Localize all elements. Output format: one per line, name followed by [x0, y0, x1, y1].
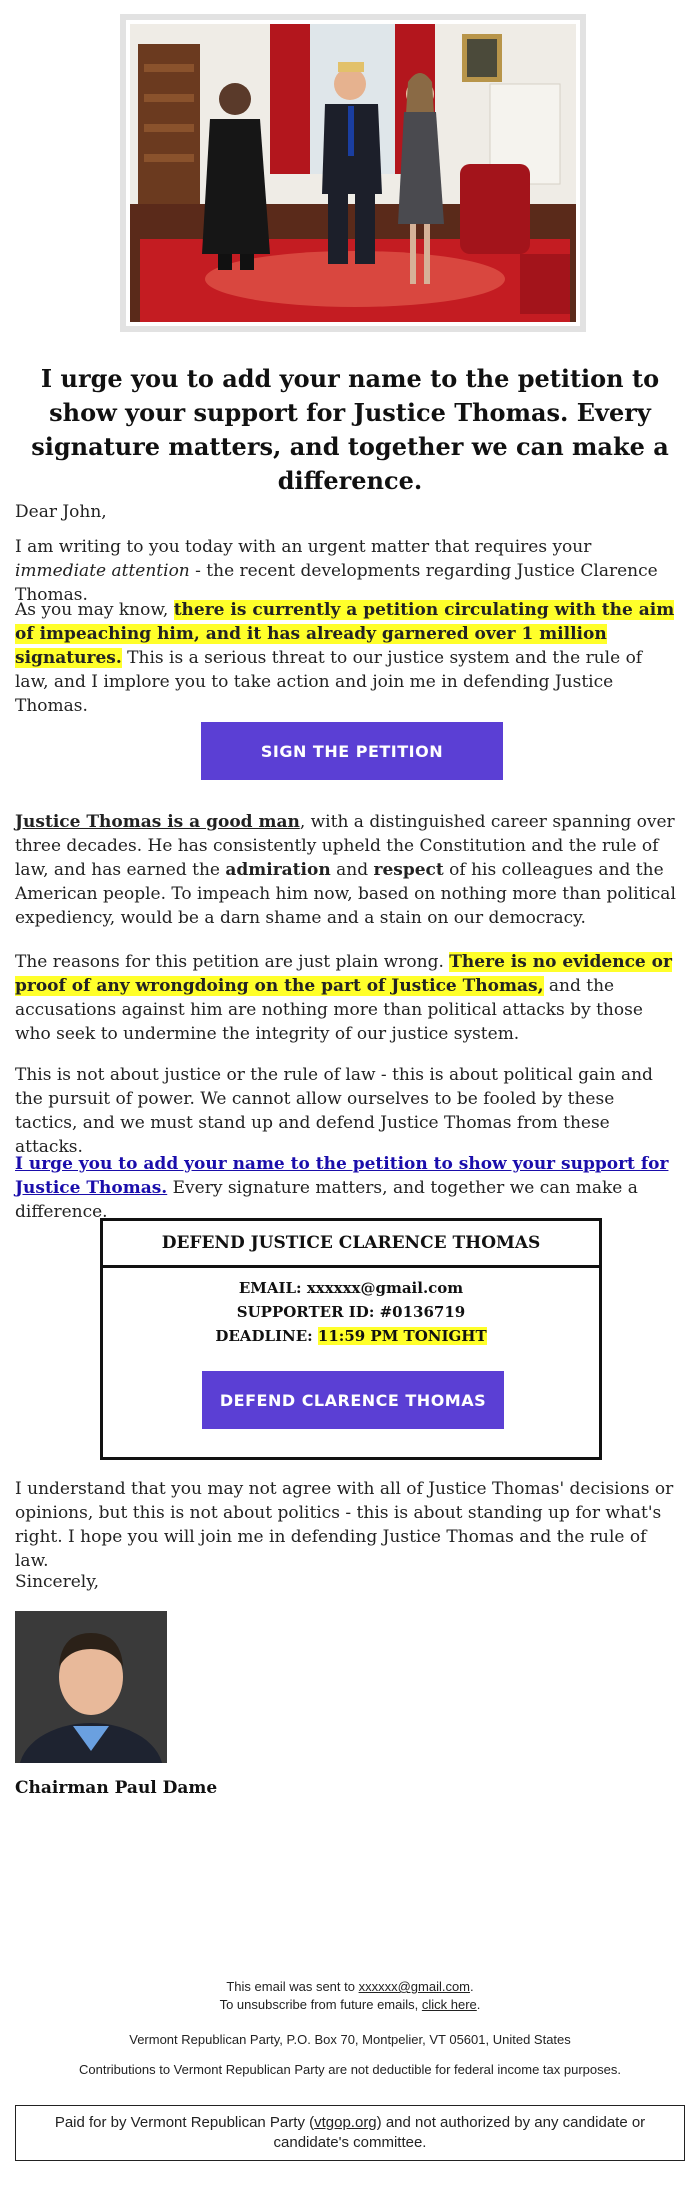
- reasons-highlight: There is no evidence or proof of any wrongdoing on the part of Justice Thomas,: [15, 952, 672, 996]
- footer-email-link[interactable]: xxxxxx@gmail.com: [358, 1979, 471, 1994]
- intro-text-end: - the recent developments regarding Justice Clarence Thomas.: [15, 561, 658, 605]
- email-line: [103, 1276, 599, 1300]
- supporter-line: [103, 1300, 599, 1324]
- intro-text: I am writing to you today with an urgent matter that requires your: [15, 537, 592, 557]
- respect-word: respect: [373, 860, 444, 880]
- defend-box-title: DEFEND JUSTICE CLARENCE THOMAS: [103, 1221, 599, 1268]
- greeting: Dear John,: [15, 502, 107, 522]
- defend-thomas-button[interactable]: DEFEND CLARENCE THOMAS: [202, 1371, 504, 1429]
- deadline-value: 11:59 PM TONIGHT: [317, 1327, 487, 1345]
- email-label: EMAIL:: [238, 1279, 307, 1297]
- footer-sent-suffix: .: [470, 1979, 474, 1994]
- reasons-text-end: and the accusations against him are nothing more than political attacks by those who seek to undermine the integrity of our justice system.: [15, 976, 643, 1044]
- defend-box: [100, 1218, 602, 1460]
- paid-for-disclaimer: [15, 2105, 685, 2161]
- good-man-text-3: of his colleagues and the American people. To impeach him now, based on nothing more than political expediency, would be a darn shame and a stain on our democracy.: [15, 860, 676, 928]
- admiration-word: admiration: [225, 860, 331, 880]
- good-man-lead: Justice Thomas is a good man: [15, 812, 300, 832]
- footer-address: Vermont Republican Party, P.O. Box 70, Montpelier, VT 05601, United States: [129, 2032, 571, 2047]
- supporter-value: #0136719: [379, 1303, 466, 1321]
- hero-photo-frame: [120, 14, 586, 332]
- petition-text: As you may know,: [15, 600, 174, 620]
- supporter-label: SUPPORTER ID:: [236, 1303, 380, 1321]
- good-man-text-2: and: [330, 860, 374, 880]
- footer-tax-notice: Contributions to Vermont Republican Party are not deductible for federal income tax purposes.: [79, 2062, 621, 2077]
- signer-name: Chairman Paul Dame: [15, 1778, 218, 1798]
- urge-text: Every signature matters, and together we can make a difference.: [15, 1178, 638, 1222]
- email-value: xxxxxx@gmail.com: [306, 1279, 464, 1297]
- sincerely: Sincerely,: [15, 1572, 99, 1592]
- footer-unsubscribe: [0, 1996, 700, 2014]
- petition-text-end: This is a serious threat to our justice system and the rule of law, and I implore you to take action and join me in defending Justice Thomas.: [15, 648, 643, 716]
- footer-sent-prefix: This email was sent to: [226, 1979, 359, 1994]
- intro-emphasis: immediate attention: [15, 561, 190, 581]
- hero-photo: [130, 24, 576, 322]
- footer-unsub-suffix: .: [476, 1997, 481, 2012]
- unsubscribe-link[interactable]: click here: [421, 1997, 477, 2012]
- deadline-line: [103, 1324, 599, 1348]
- urge-paragraph: [15, 1152, 680, 1224]
- footer-sent-to: [0, 1978, 700, 1996]
- good-man-text-1: , with a distinguished career spanning over three decades. He has consistently upheld the Constitution and the rule of law, and has earned the: [15, 812, 675, 880]
- headline: I urge you to add your name to the petition to show your support for Justice Thomas. Every signature matters, and together we can make a difference.: [31, 364, 669, 495]
- good-man-paragraph: [15, 810, 680, 930]
- closing-paragraph: I understand that you may not agree with all of Justice Thomas' decisions or opinions, but this is not about politics - this is about standing up for what's right. I hope you will join me in defending Justice Thomas and the rule of law.: [15, 1479, 674, 1571]
- footer-unsub-prefix: To unsubscribe from future emails,: [219, 1997, 422, 2012]
- petition-highlight: there is currently a petition circulating with the aim of impeaching him, and it has already garnered over 1 million signatures.: [15, 600, 675, 668]
- vtgop-link[interactable]: vtgop.org: [314, 2114, 377, 2131]
- signer-photo: [15, 1611, 167, 1763]
- reasons-text: The reasons for this petition are just plain wrong.: [15, 952, 450, 972]
- political-paragraph: This is not about justice or the rule of law - this is about political gain and the pursuit of power. We cannot allow ourselves to be fooled by these tactics, and we must stand up and defend Justice Thomas from these attacks.: [15, 1065, 653, 1157]
- sign-petition-button[interactable]: SIGN THE PETITION: [201, 722, 503, 780]
- deadline-label: DEADLINE:: [215, 1327, 318, 1345]
- reasons-paragraph: [15, 950, 680, 1046]
- paid-suffix: ) and not authorized by any candidate or candidate's committee.: [273, 2114, 646, 2151]
- petition-link[interactable]: I urge you to add your name to the petition to show your support for Justice Thomas.: [15, 1154, 669, 1198]
- paid-prefix: Paid for by Vermont Republican Party (: [54, 2114, 315, 2131]
- petition-paragraph: [15, 598, 680, 718]
- intro-paragraph: [15, 535, 680, 607]
